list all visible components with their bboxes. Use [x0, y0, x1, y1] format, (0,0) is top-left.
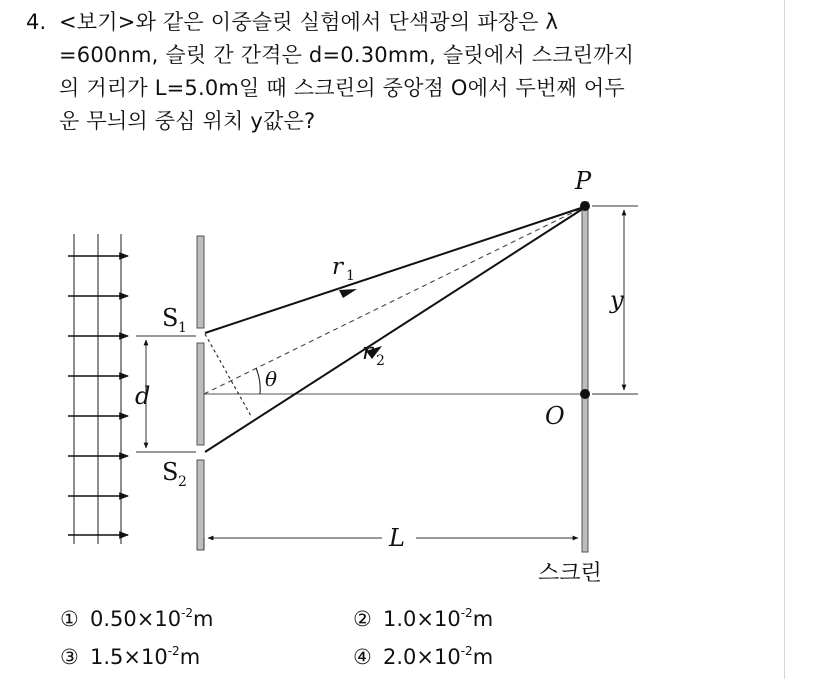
question-text	[59, 6, 786, 138]
y-label: y	[610, 286, 624, 314]
choice-1-unit: m	[193, 607, 214, 631]
choice-3-unit: m	[179, 645, 201, 669]
question-line-2: =600nm, 슬릿 간 간격은 d=0.30mm, 슬릿에서 스크린까지	[59, 43, 635, 67]
choice-4-base: 2.0×10	[383, 645, 461, 669]
ray-r1	[205, 207, 584, 333]
l-label: L	[389, 524, 405, 552]
slit-gap-label: d	[135, 382, 151, 410]
question-block	[26, 6, 786, 138]
ray-r1-label: r	[332, 254, 343, 280]
choice-3[interactable]	[60, 638, 200, 677]
theta-label: θ	[265, 367, 278, 391]
choice-4-mark: ④	[353, 645, 372, 669]
question-number: 4.	[26, 10, 47, 34]
choice-1-mark: ①	[60, 607, 79, 631]
choice-2-exponent: -2	[460, 606, 473, 620]
point-p-label: P	[575, 167, 592, 195]
point-o-dot	[580, 389, 590, 399]
ray-r2-subscript: 2	[376, 353, 385, 369]
slit-barrier	[197, 236, 204, 550]
slit-s1-label: S	[162, 304, 179, 332]
choice-1-exponent: -2	[181, 606, 194, 620]
choice-4-exponent: -2	[460, 644, 473, 658]
choice-3-exponent: -2	[167, 644, 180, 658]
question-line-4: 운 무늬의 중심 위치 y값은?	[59, 109, 316, 133]
choice-4[interactable]	[353, 638, 493, 677]
ray-r2-label: r	[362, 339, 373, 365]
choice-2-base: 1.0×10	[383, 607, 461, 631]
choice-1-base: 0.50×10	[90, 607, 182, 631]
ray-r2	[205, 208, 584, 452]
slit-s2-subscript: 2	[178, 474, 187, 490]
choice-2-unit: m	[472, 607, 494, 631]
theta-arc	[256, 368, 260, 394]
screen-label: 스크린	[538, 561, 602, 586]
point-o-label: O	[545, 402, 565, 430]
choice-3-mark: ③	[60, 645, 79, 669]
choice-2-mark: ②	[353, 607, 372, 631]
path-difference-line	[205, 334, 251, 416]
center-to-p-line	[204, 206, 586, 394]
double-slit-diagram	[60, 150, 740, 600]
question-line-3: 의 거리가 L=5.0m일 때 스크린의 중앙점 O에서 두번째 어두	[59, 76, 625, 100]
choice-3-base: 1.5×10	[90, 645, 168, 669]
slit-s1-subscript: 1	[178, 320, 187, 336]
choice-2[interactable]	[353, 600, 493, 639]
choice-1[interactable]	[60, 600, 214, 639]
ray-r1-arrow	[339, 289, 357, 298]
point-p-dot	[580, 201, 590, 211]
choice-4-unit: m	[472, 645, 494, 669]
wavefront-lines	[74, 234, 121, 544]
diagram-figure	[60, 150, 740, 600]
question-line-1: <보기>와 같은 이중슬릿 실험에서 단색광의 파장은 λ	[59, 10, 559, 34]
ray-r1-subscript: 1	[346, 268, 355, 284]
screen	[582, 202, 588, 552]
slit-s2-label: S	[162, 458, 179, 486]
